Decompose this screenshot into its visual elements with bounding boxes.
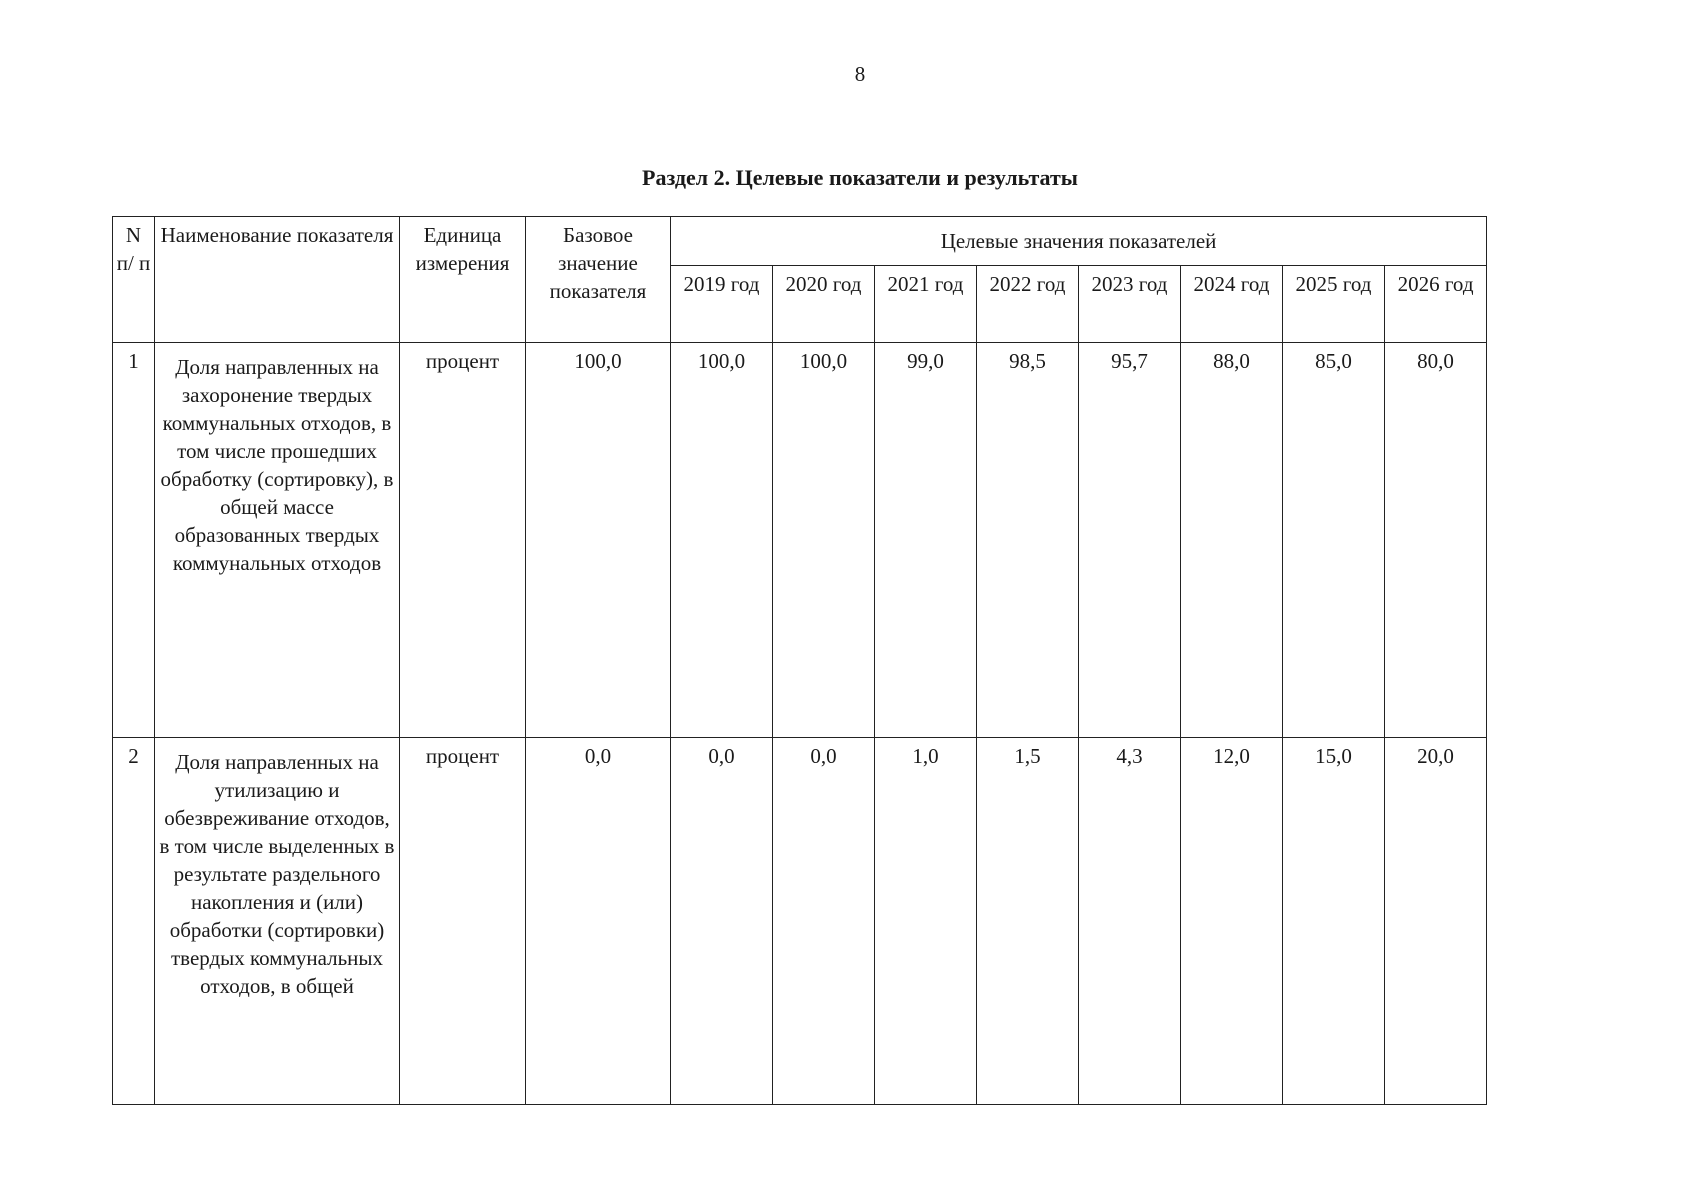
header-unit: Единица измерения (400, 217, 526, 343)
row-value-2021: 1,0 (875, 738, 977, 1105)
page-number: 8 (854, 62, 866, 86)
row-value-2026: 80,0 (1385, 343, 1487, 738)
row-value-2022: 98,5 (977, 343, 1079, 738)
row-value-2024: 88,0 (1181, 343, 1283, 738)
row-value-2020: 100,0 (773, 343, 875, 738)
header-target-group: Целевые значения показателей (671, 217, 1487, 266)
row-value-2021: 99,0 (875, 343, 977, 738)
row-value-2023: 95,7 (1079, 343, 1181, 738)
row-unit: процент (400, 343, 526, 738)
row-base-value: 0,0 (526, 738, 671, 1105)
row-num: 2 (113, 738, 155, 1105)
section-title: Раздел 2. Целевые показатели и результаты (642, 165, 1078, 190)
header-base: Базовое значение показателя (526, 217, 671, 343)
header-num: N п/ п (113, 217, 155, 343)
header-year-2021: 2021 год (875, 266, 977, 343)
row-indicator-name: Доля направленных на утилизацию и обезвреживание отходов, в том числе выделенных в результате раздельного накопления и (или) обработки (сортировки) твердых коммунальных отходов, в общей (155, 738, 400, 1105)
header-name: Наименование показателя (155, 217, 400, 343)
row-value-2019: 0,0 (671, 738, 773, 1105)
row-value-2025: 85,0 (1283, 343, 1385, 738)
header-year-2024: 2024 год (1181, 266, 1283, 343)
row-value-2019: 100,0 (671, 343, 773, 738)
header-year-2022: 2022 год (977, 266, 1079, 343)
row-value-2025: 15,0 (1283, 738, 1385, 1105)
row-value-2023: 4,3 (1079, 738, 1181, 1105)
header-year-2020: 2020 год (773, 266, 875, 343)
table-row (113, 738, 1487, 1105)
row-indicator-name: Доля направленных на захоронение твердых коммунальных отходов, в том числе прошедших обработку (сортировку), в общей массе образованных твердых коммунальных отходов (155, 343, 400, 738)
row-num: 1 (113, 343, 155, 738)
row-value-2024: 12,0 (1181, 738, 1283, 1105)
row-value-2020: 0,0 (773, 738, 875, 1105)
indicators-table (112, 216, 1487, 1105)
row-unit: процент (400, 738, 526, 1105)
row-value-2026: 20,0 (1385, 738, 1487, 1105)
header-year-2026: 2026 год (1385, 266, 1487, 343)
row-value-2022: 1,5 (977, 738, 1079, 1105)
header-year-2025: 2025 год (1283, 266, 1385, 343)
table-row (113, 343, 1487, 738)
table-body (113, 343, 1487, 1105)
header-year-2019: 2019 год (671, 266, 773, 343)
table-header (113, 217, 1487, 343)
row-base-value: 100,0 (526, 343, 671, 738)
header-year-2023: 2023 год (1079, 266, 1181, 343)
